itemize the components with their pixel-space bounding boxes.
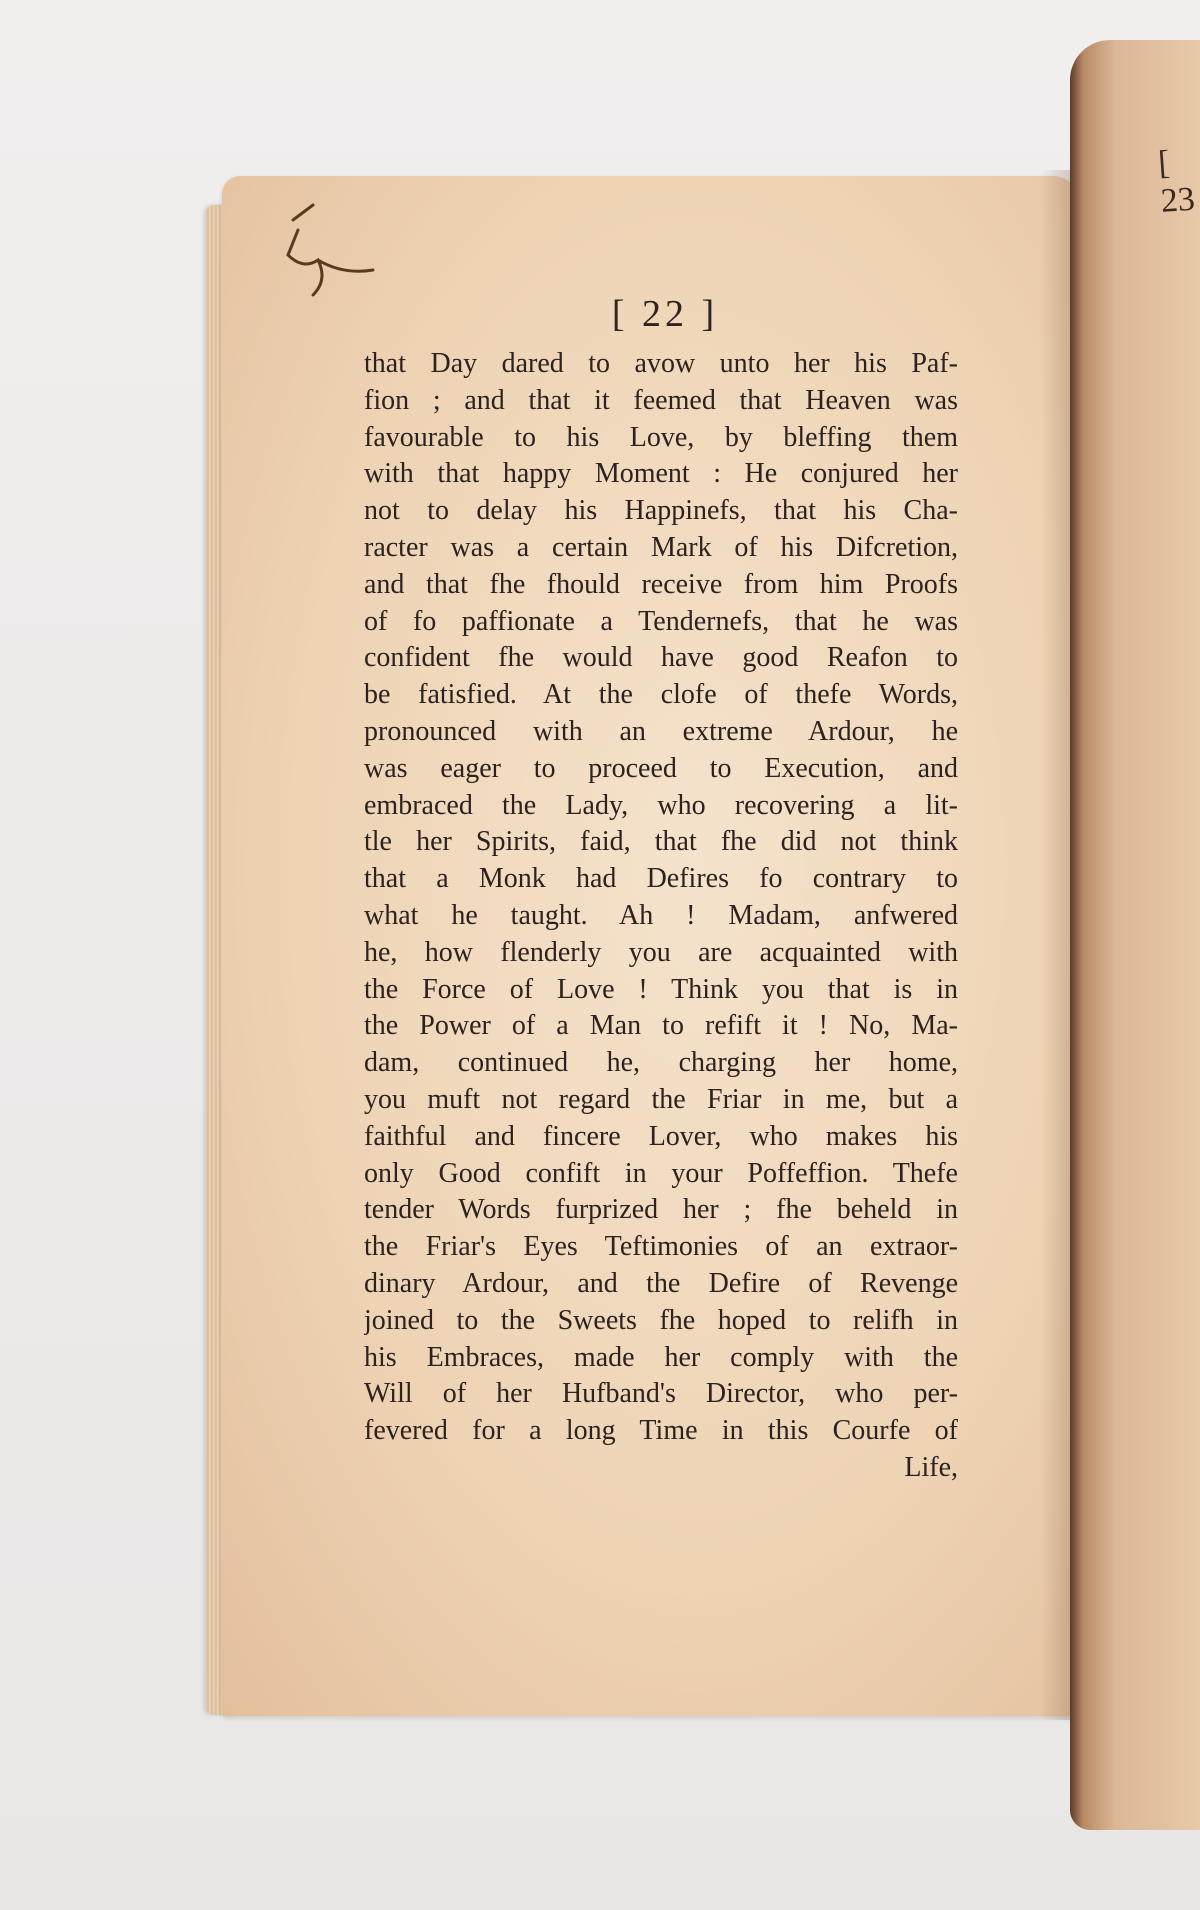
text-line: embraced the Lady, who recovering a lit- xyxy=(364,789,958,821)
text-line: racter was a certain Mark of his Difcretion, xyxy=(364,531,958,563)
text-line: fevered for a long Time in this Courfe of xyxy=(364,1415,958,1447)
page-body-text xyxy=(364,346,958,1487)
text-line: the Power of a Man to refift it ! No, Ma- xyxy=(364,1010,958,1042)
text-line: and that fhe fhould receive from him Proofs xyxy=(364,568,958,600)
text-line: favourable to his Love, by bleffing them xyxy=(364,421,958,453)
text-line: Life, xyxy=(904,1451,958,1483)
text-line: his Embraces, made her comply with the xyxy=(364,1341,958,1373)
facing-page-number: [ 23 xyxy=(1156,144,1197,220)
text-line: not to delay his Happinefs, that his Cha- xyxy=(364,495,958,527)
text-line: faithful and fincere Lover, who makes his xyxy=(364,1120,958,1152)
text-line: dinary Ardour, and the Defire of Revenge xyxy=(364,1267,958,1299)
text-line: pronounced with an extreme Ardour, he xyxy=(364,715,958,747)
text-line: that a Monk had Defires fo contrary to xyxy=(364,863,958,895)
text-line: he, how flenderly you are acquainted with xyxy=(364,936,958,968)
text-line: was eager to proceed to Execution, and xyxy=(364,752,958,784)
text-line: the Force of Love ! Think you that is in xyxy=(364,973,958,1005)
page-number: [ 22 ] xyxy=(611,293,719,335)
text-line: only Good confift in your Poffeffion. Thefe xyxy=(364,1157,958,1189)
facing-page xyxy=(1070,40,1200,1830)
text-line: tle her Spirits, faid, that fhe did not think xyxy=(364,826,958,858)
text-line: tender Words furprized her ; fhe beheld in xyxy=(364,1194,958,1226)
torn-corner-mark xyxy=(283,200,383,310)
text-line: of fo paffionate a Tendernefs, that he was xyxy=(364,605,958,637)
text-line: dam, continued he, charging her home, xyxy=(364,1047,958,1079)
text-line: what he taught. Ah ! Madam, anfwered xyxy=(364,899,958,931)
text-line: the Friar's Eyes Teftimonies of an extraor- xyxy=(364,1231,958,1263)
text-line: fion ; and that it feemed that Heaven was xyxy=(364,384,958,416)
text-line: that Day dared to avow unto her his Paf- xyxy=(364,348,958,379)
text-line: Will of her Hufband's Director, who per- xyxy=(364,1378,958,1410)
text-line: with that happy Moment : He conjured her xyxy=(364,458,958,490)
text-line: you muft not regard the Friar in me, but a xyxy=(364,1083,958,1115)
text-line: be fatisfied. At the clofe of thefe Words, xyxy=(364,679,958,711)
text-line: joined to the Sweets fhe hoped to relifh in xyxy=(364,1304,958,1336)
text-line: confident fhe would have good Reafon to xyxy=(364,642,958,674)
